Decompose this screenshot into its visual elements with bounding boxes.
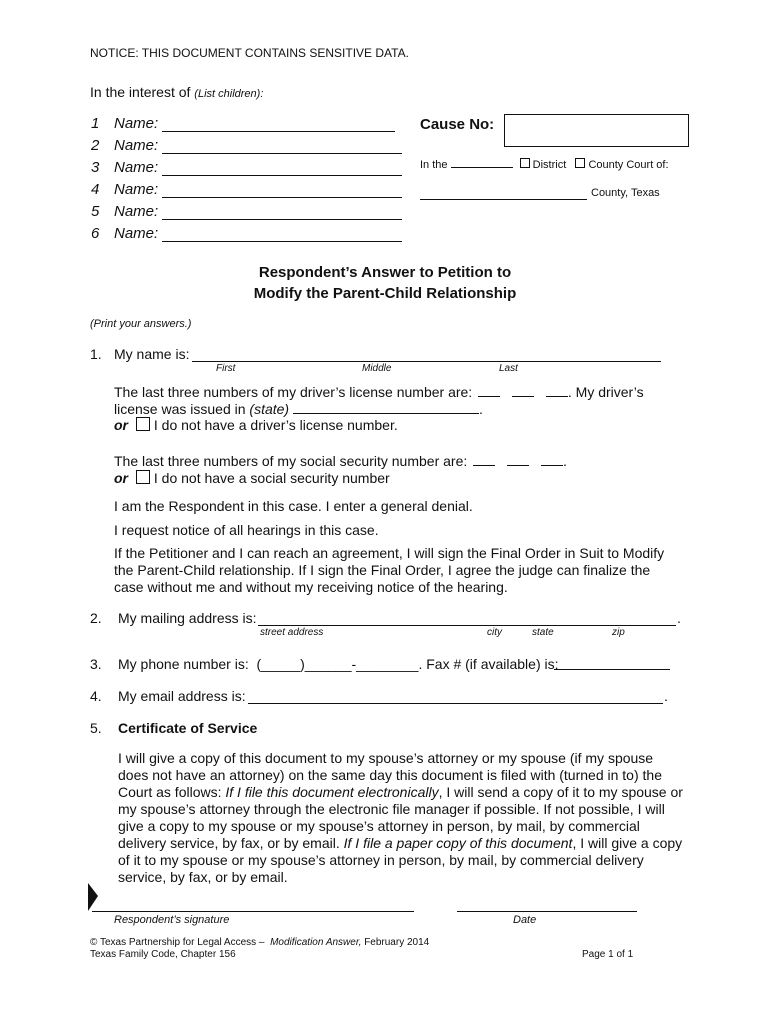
certificate-heading: Certificate of Service	[118, 720, 258, 736]
mailing-address-input[interactable]	[258, 609, 676, 626]
child-name-input-2[interactable]	[162, 137, 402, 154]
child-name-input-1[interactable]	[162, 115, 395, 132]
child-name-label: Name:	[114, 159, 159, 176]
q2-label: My mailing address is:	[118, 610, 257, 626]
email-period: .	[664, 688, 668, 704]
first-caption: First	[216, 363, 236, 374]
sensitive-data-notice: NOTICE: THIS DOCUMENT CONTAINS SENSITIVE DATA.	[90, 46, 409, 60]
county-texas-label: County, Texas	[591, 187, 660, 199]
page-number: Page 1 of 1	[582, 949, 634, 960]
street-caption: street address	[260, 627, 324, 638]
child-num: 5	[91, 203, 100, 220]
date-line[interactable]	[457, 911, 637, 912]
cause-no-label: Cause No:	[420, 116, 495, 133]
city-caption: city	[487, 627, 502, 638]
no-ssn-checkbox[interactable]	[136, 470, 150, 484]
q4-number: 4.	[90, 688, 102, 704]
court-type-line: In the District County Court of:	[420, 159, 669, 171]
child-num: 2	[91, 137, 100, 154]
email-input[interactable]	[248, 687, 663, 704]
license-state-blank[interactable]	[293, 401, 479, 414]
child-name-label: Name:	[114, 181, 159, 198]
district-checkbox[interactable]	[520, 158, 530, 168]
q5-number: 5.	[90, 720, 102, 736]
phone-line: My phone number is: (_____)______-________. Fax # (if available) is:	[118, 656, 559, 672]
child-num: 6	[91, 225, 100, 242]
child-name-input-3[interactable]	[162, 159, 402, 176]
dl-digit-3[interactable]	[546, 384, 568, 397]
ssn-digit-1[interactable]	[473, 453, 495, 466]
q3-number: 3.	[90, 656, 102, 672]
cause-no-input[interactable]	[504, 114, 689, 147]
general-denial-text: I am the Respondent in this case. I enter a general denial.	[114, 498, 473, 514]
signature-caption: Respondent’s signature	[114, 914, 230, 926]
child-num: 4	[91, 181, 100, 198]
agreement-paragraph: If the Petitioner and I can reach an agreement, I will sign the Final Order in Suit to Modify the Parent-Child relationship. If I sign the Final Order, I agree the judge can finalize the case without me and without my receiving notice of the hearing.	[114, 545, 665, 595]
child-name-input-6[interactable]	[162, 225, 402, 242]
full-name-input[interactable]	[192, 345, 661, 362]
footer-copyright: © Texas Partnership for Legal Access – Modification Answer, February 2014	[90, 937, 430, 948]
drivers-license-line: The last three numbers of my driver’s license number are: . My driver’s	[114, 384, 644, 400]
address-period: .	[677, 610, 681, 626]
document-title-line1: Respondent’s Answer to Petition to	[258, 264, 512, 281]
notice-request-text: I request notice of all hearings in this case.	[114, 522, 379, 538]
child-name-label: Name:	[114, 137, 159, 154]
ssn-line: The last three numbers of my social security number are: .	[114, 453, 567, 469]
child-name-label: Name:	[114, 203, 159, 220]
middle-caption: Middle	[362, 363, 392, 374]
certificate-paragraph: I will give a copy of this document to my spouse’s attorney or my spouse (if my spouse does not have an attorney) on the same day this document is filed with (turned in to) the Court as follows: If I file this document electronically, I will send a copy of it to my spouse or my spouse’s attorney through the electronic file manager if possible. If not possible, I will give a copy to my spouse or my spouse’s attorney in person, by mail, by commercial delivery service, by fax, or by email. If I file a paper copy of this document, I will give a copy of it to my spouse or my spouse’s attorney in person, by mail, by commercial delivery service, by fax, or by email.	[118, 750, 683, 885]
document-title-line2: Modify the Parent-Child Relationship	[253, 285, 517, 302]
dl-digit-1[interactable]	[478, 384, 500, 397]
child-name-label: Name:	[114, 225, 159, 242]
date-caption: Date	[513, 914, 537, 926]
sign-here-arrow-icon	[88, 883, 100, 913]
county-court-checkbox[interactable]	[575, 158, 585, 168]
fax-input[interactable]	[554, 669, 670, 670]
child-name-label: Name:	[114, 115, 159, 132]
q1-number: 1.	[90, 346, 102, 362]
q1-label: My name is:	[114, 346, 190, 362]
interest-label: In the interest of (List children):	[90, 84, 264, 100]
q2-number: 2.	[90, 610, 102, 626]
child-num: 1	[91, 115, 100, 132]
child-name-input-4[interactable]	[162, 181, 402, 198]
no-ssn-option: or I do not have a social security number	[114, 470, 390, 486]
print-note: (Print your answers.)	[90, 318, 192, 330]
footer-code: Texas Family Code, Chapter 156	[90, 949, 236, 960]
dl-digit-2[interactable]	[512, 384, 534, 397]
child-name-input-5[interactable]	[162, 203, 402, 220]
county-blank[interactable]	[420, 199, 587, 200]
last-caption: Last	[499, 363, 518, 374]
license-state-line: license was issued in (state) .	[114, 401, 483, 417]
no-drivers-license-option: or I do not have a driver’s license number.	[114, 417, 398, 433]
ssn-digit-3[interactable]	[541, 453, 563, 466]
state-caption: state	[532, 627, 554, 638]
q4-label: My email address is:	[118, 688, 246, 704]
zip-caption: zip	[612, 627, 625, 638]
phone-input-mask[interactable]: (_____)______-________	[256, 656, 419, 672]
no-drivers-license-checkbox[interactable]	[136, 417, 150, 431]
child-num: 3	[91, 159, 100, 176]
signature-line[interactable]	[92, 911, 414, 912]
ssn-digit-2[interactable]	[507, 453, 529, 466]
